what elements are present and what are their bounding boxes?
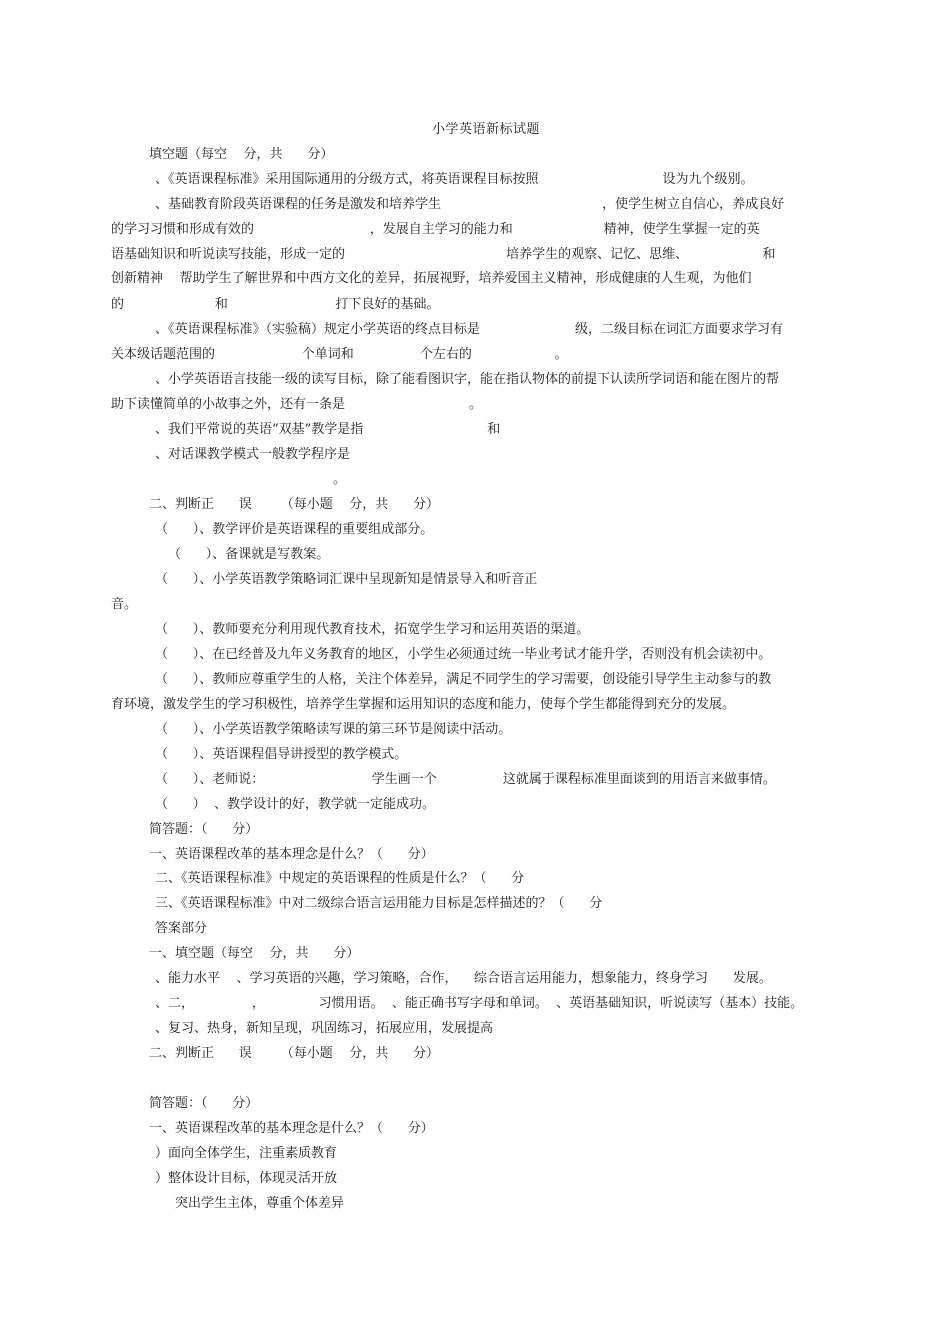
question-line: 、《英语课程标准》采用国际通用的分级方式，将英语课程目标按照 设为九个级别。	[155, 172, 754, 187]
judgment-item: （ ）、教师应尊重学生的人格，关注个体差异，满足不同学生的学习需要，创设能引导学生主动参与的教	[155, 672, 772, 687]
question-line: 的 和 打下良好的基础。	[111, 297, 440, 312]
answer-line: 、二， ， 习惯用语。 、能正确书写字母和单词。 、英语基础知识，听说读写（基本）技能。	[155, 996, 804, 1011]
answer-question: 一、英语课程改革的基本理念是什么？（ 分）	[149, 1121, 434, 1136]
answer-fill-blank-heading: 一、填空题（每空 分，共 分）	[149, 946, 360, 961]
question-line: 的学习习惯和形成有效的 ，发展自主学习的能力和 精神，使学生掌握一定的英	[111, 222, 760, 237]
section-fill-blank-heading: 填空题（每空 分，共 分）	[149, 147, 334, 162]
question-line: 、《英语课程标准》（实验稿）规定小学英语的终点目标是 级，二级目标在词汇方面要求学习有	[155, 322, 784, 337]
section-short-answer-heading: 简答题：（ 分）	[149, 822, 259, 837]
question-line: 语基础知识和听说读写技能，形成一定的 培养学生的观察、记忆、思维、 和	[111, 247, 776, 262]
judgment-item: （ ）、备课就是写教案。	[168, 547, 330, 562]
answer-line: 、复习、热身，新知呈现，巩固练习，拓展应用，发展提高	[155, 1021, 494, 1036]
judgment-item: （ ）、在已经普及九年义务教育的地区，小学生必须通过统一毕业考试才能升学，否则没有机会读初中。	[155, 647, 772, 662]
answer-section-heading: 答案部分	[155, 921, 208, 936]
answer-line: 、能力水平 、学习英语的兴趣，学习策略，合作， 综合语言运用能力，想象能力，终身学习 发展。	[155, 971, 772, 986]
question-line: 创新精神 帮助学生了解世界和中西方文化的差异，拓展视野，培养爱国主义精神，形成健康的人生观，为他们	[111, 271, 752, 286]
answer-true-false-heading: 二、判断正 误 （每小题 分，共 分）	[149, 1046, 440, 1061]
short-answer-question: 二、《英语课程标准》中规定的英语课程的性质是什么？（ 分	[155, 871, 525, 886]
section-true-false-heading: 二、判断正 误 （每小题 分，共 分）	[149, 497, 440, 512]
question-line: 关本级话题范围的 个单词和 个左右的 。	[111, 347, 568, 362]
judgment-item: （ ） 、教学设计的好，教学就一定能成功。	[155, 797, 436, 812]
judgment-item: 音。	[111, 597, 138, 612]
question-line: 、基础教育阶段英语课程的任务是激发和培养学生 ，使学生树立自信心，养成良好	[155, 197, 785, 212]
judgment-item: （ ）、教学评价是英语课程的重要组成部分。	[155, 522, 434, 537]
question-line: 、对话课教学模式一般教学程序是	[155, 447, 351, 462]
answer-line: 突出学生主体，尊重个体差异	[175, 1196, 345, 1211]
short-answer-question: 三、《英语课程标准》中对二级综合语言运用能力目标是怎样描述的？（ 分	[155, 896, 603, 911]
judgment-item: （ ）、老师说： 学生画一个 这就属于课程标准里面谈到的用语言来做事情。	[155, 772, 776, 787]
judgment-item: 育环境，激发学生的学习积极性，培养学生掌握和运用知识的态度和能力，使每个学生都能得到充分的发展。	[111, 697, 736, 712]
document-title: 小学英语新标试题	[432, 122, 541, 137]
question-line: 。	[333, 472, 347, 487]
question-line: 助下读懂简单的小故事之外，还有一条是 。	[111, 397, 482, 412]
answer-line: ）整体设计目标，体现灵活开放	[155, 1171, 338, 1186]
judgment-item: （ ）、小学英语教学策略词汇课中呈现新知是情景导入和听音正	[155, 572, 538, 587]
question-line: 、我们平常说的英语“双基”教学是指 和	[155, 422, 501, 437]
answer-short-answer-heading: 简答题：（ 分）	[149, 1096, 259, 1111]
judgment-item: （ ）、小学英语教学策略读写课的第三环节是阅读中活动。	[155, 722, 512, 737]
judgment-item: （ ）、英语课程倡导讲授型的教学模式。	[155, 747, 408, 762]
answer-line: ）面向全体学生，注重素质教育	[155, 1146, 338, 1161]
short-answer-question: 一、英语课程改革的基本理念是什么？（ 分）	[149, 847, 434, 862]
judgment-item: （ ）、教师要充分利用现代教育技术，拓宽学生学习和运用英语的渠道。	[155, 622, 590, 637]
question-line: 、小学英语语言技能一级的读写目标，除了能看图识字，能在指认物体的前提下认读所学词语和能在图片的帮	[155, 372, 780, 387]
